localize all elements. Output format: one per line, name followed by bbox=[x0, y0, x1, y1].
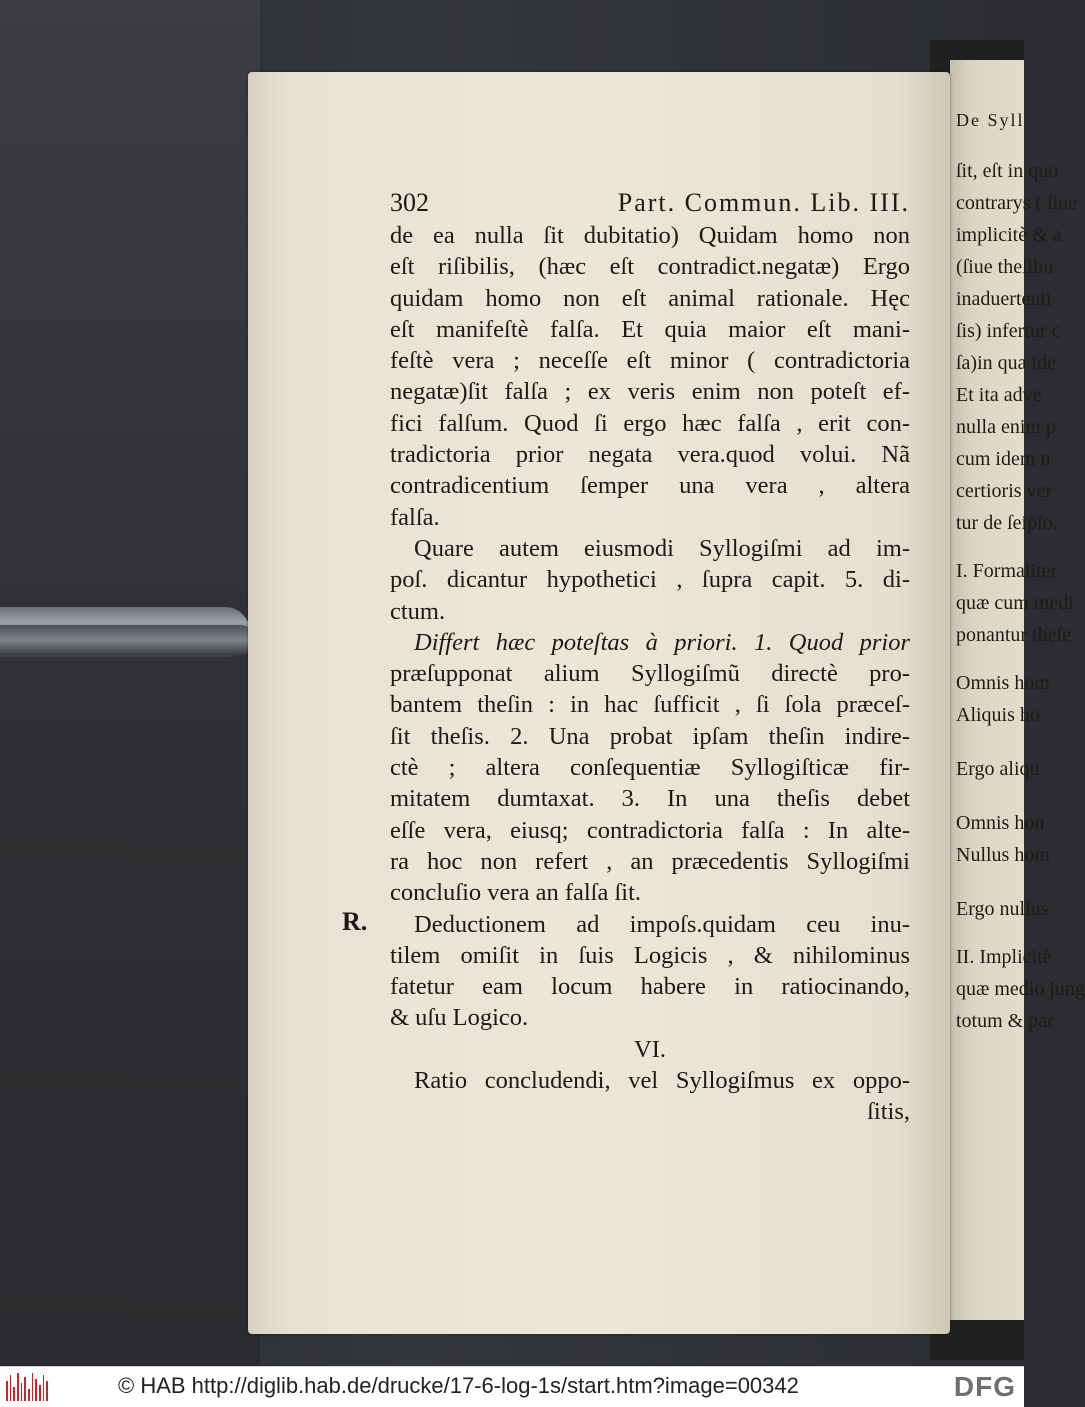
neighbor-line: Nullus hom bbox=[956, 844, 1050, 866]
neighbor-line: certioris ver bbox=[956, 480, 1053, 502]
page-clip bbox=[0, 585, 262, 685]
text-line: Deductionem ad impoſs.quidam ceu inu- bbox=[414, 910, 910, 938]
text-line: tilem omiſit in ſuis Logicis , & nihilominus bbox=[390, 941, 910, 969]
running-header bbox=[390, 186, 910, 220]
neighbor-line: quæ cum medi bbox=[956, 592, 1074, 614]
margin-marker: R. bbox=[342, 906, 368, 936]
text-line: concluſio vera an falſa ſit. bbox=[390, 879, 642, 907]
neighbor-line: Ergo aliqu bbox=[956, 758, 1040, 780]
text-line: Quare autem eiusmodi Syllogiſmi ad im- bbox=[414, 534, 910, 562]
text-line: præſupponat alium Syllogiſmũ directè pro- bbox=[390, 660, 910, 688]
footer-caption[interactable]: © HAB http://diglib.hab.de/drucke/17-6-log-1s/start.htm?image=00342 bbox=[118, 1373, 799, 1398]
neighbor-line: (ſiue theſibu bbox=[956, 256, 1054, 278]
neighbor-line: I. Formaliter bbox=[956, 560, 1058, 582]
neighbor-line: Aliquis ho bbox=[956, 704, 1040, 726]
neighbor-line: ſa)in qua ide bbox=[956, 352, 1056, 374]
page-text bbox=[390, 186, 910, 1128]
neighbor-line: quæ medio jung bbox=[956, 978, 1085, 1000]
neighbor-line: Omnis hon bbox=[956, 812, 1045, 834]
text-line: VI. bbox=[634, 1035, 666, 1063]
neighbor-line: II. Implicitè bbox=[956, 946, 1052, 968]
text-line: tradictoria prior negata vera.quod volui. Nã bbox=[390, 441, 910, 469]
neighbor-line: implicitè & a bbox=[956, 224, 1062, 246]
text-line: & uſu Logico. bbox=[390, 1004, 529, 1032]
text-line: Differt hæc poteſtas à priori. 1. Quod prior bbox=[414, 628, 910, 656]
text-line: eſt manifeſtè falſa. Et quia maior eſt mani- bbox=[390, 315, 910, 343]
text-line: Ratio concludendi, vel Syllogiſmus ex oppo- bbox=[414, 1067, 910, 1095]
text-line: ſitis, bbox=[867, 1098, 910, 1126]
neighbor-line: contrarys ( ſiue bbox=[956, 192, 1078, 214]
neighbor-line: Ergo nullus bbox=[956, 898, 1049, 920]
neighbor-line: De Syll bbox=[956, 110, 1025, 130]
text-line: ſit theſis. 2. Una probat ipſam theſin indire- bbox=[390, 722, 910, 750]
text-line: ctum. bbox=[390, 597, 446, 625]
text-line: eſt riſibilis, (hæc eſt contradict.negatæ) Ergo bbox=[390, 253, 910, 281]
text-line: bantem theſin : in hac ſufficit , ſi ſola præceſ- bbox=[390, 691, 910, 719]
text-line: falſa. bbox=[390, 503, 440, 531]
dfg-logo: DFG bbox=[953, 1371, 1016, 1402]
text-line: feſtè vera ; neceſſe eſt minor ( contradictoria bbox=[390, 347, 910, 375]
neighbor-line: ſit, eſt in quo bbox=[956, 160, 1059, 182]
header-title: Part. Commun. Lib. III. bbox=[617, 188, 910, 217]
text-line: fici falſum. Quod ſi ergo hæc falſa , erit con- bbox=[390, 409, 910, 437]
text-line: de ea nulla ſit dubitatio) Quidam homo non bbox=[390, 222, 910, 249]
text-line: ctè ; altera conſequentiæ Syllogiſticæ fir- bbox=[390, 754, 910, 782]
text-line: ra hoc non refert , an præcedentis Syllogiſmi bbox=[390, 847, 910, 875]
neighbor-line: cum idem n bbox=[956, 448, 1051, 470]
text-line: quidam homo non eſt animal rationale. Hęc bbox=[390, 284, 910, 312]
body-text bbox=[390, 220, 910, 1128]
text-line: mitatem dumtaxat. 3. In una theſis debet bbox=[390, 785, 910, 813]
text-line: contradicentium ſemper una vera , altera bbox=[390, 472, 910, 500]
hab-logo-icon bbox=[6, 1373, 48, 1401]
neighbor-line: ponantur theſe bbox=[956, 624, 1071, 646]
text-line: fatetur eam locum habere in ratiocinando, bbox=[390, 973, 910, 1001]
neighbor-page bbox=[950, 60, 1085, 1320]
neighbor-line: tur de ſeipſo. bbox=[956, 512, 1058, 534]
text-line: eſſe vera, eiusq; contradictoria falſa : In alte- bbox=[390, 816, 910, 844]
page-number: 302 bbox=[390, 188, 429, 217]
viewer-footer bbox=[0, 1366, 1024, 1407]
neighbor-line: ſis) infertur c bbox=[956, 320, 1061, 342]
text-line: poſ. dicantur hypothetici , ſupra capit. 5. di- bbox=[390, 566, 910, 594]
neighbor-line: Omnis hom bbox=[956, 672, 1050, 694]
neighbor-line: Et ita adve bbox=[956, 384, 1042, 406]
neighbor-line: inaduertenti bbox=[956, 288, 1052, 310]
text-line: negatæ)ſit falſa ; ex veris enim non poteſt ef- bbox=[390, 378, 910, 406]
neighbor-line: totum & par bbox=[956, 1010, 1054, 1032]
neighbor-line: nulla enim p bbox=[956, 416, 1056, 438]
